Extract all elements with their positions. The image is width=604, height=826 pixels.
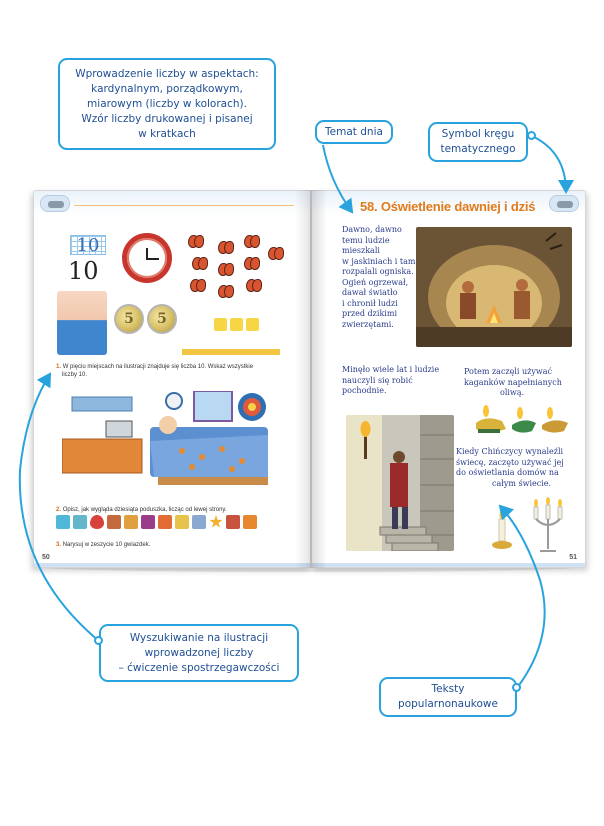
lesson-title: 58. Oświetlenie dawniej i dziś xyxy=(360,199,536,214)
pillow-icon xyxy=(158,515,172,529)
callout-number-aspects xyxy=(58,58,276,150)
page-header xyxy=(34,191,310,215)
pillows-row xyxy=(56,515,276,530)
page-footer-bar xyxy=(312,563,585,567)
oil-lamps-illustration xyxy=(472,403,572,439)
pillow-icon xyxy=(141,515,155,529)
paragraph-candles: Kiedy Chińczycy wynaleźli świecę, zaczęto używać jej do oświetlania domów na całym świecie. xyxy=(456,447,564,488)
task-1: 1. W pięciu miejscach na ilustracji znajduje się liczba 10. Wskaż wszystkie liczby 10. xyxy=(56,364,254,378)
callout-anchor-dot xyxy=(527,131,536,140)
task-text: Opisz, jak wygląda dziesiąta poduszka, licząc od lewej strony. xyxy=(62,507,227,513)
callout-line: tematycznego xyxy=(440,143,516,155)
open-textbook xyxy=(33,190,586,575)
task-text: Narysuj w zeszycie 10 gwiazdek. xyxy=(62,542,151,548)
measuring-bar xyxy=(182,349,280,355)
torch-staircase-illustration xyxy=(346,415,454,551)
header-rule xyxy=(74,205,294,206)
pillow-icon xyxy=(243,515,257,529)
pillow-icon xyxy=(192,515,206,529)
star-pillow-icon xyxy=(209,515,223,529)
task-text: liczby 10. xyxy=(62,372,88,378)
callout-line: Wyszukiwanie na ilustracji xyxy=(129,631,269,644)
clock-icon xyxy=(122,233,172,283)
butterflies-illustration xyxy=(186,233,286,303)
paragraph-caves: Dawno, dawno temu ludzie mieszkali w jaskiniach i tam rozpalali ogniska. Ogień ogrzewał, dawał światło i chronił ludzi przed dzikimi zwierzętami. xyxy=(342,225,416,329)
page-footer-bar xyxy=(34,563,310,567)
written-digit-grid: 10 xyxy=(70,235,106,255)
pillow-icon xyxy=(107,515,121,529)
callout-line: wprowadzonej liczby xyxy=(144,646,254,659)
page-number: 51 xyxy=(569,554,577,561)
pillow-icon xyxy=(226,515,240,529)
callout-science-texts xyxy=(379,677,517,717)
candles-illustration xyxy=(492,497,576,557)
book-spine xyxy=(295,190,327,568)
callout-line: w kratkach xyxy=(138,127,196,140)
callout-line: – ćwiczenie spostrzegawczości xyxy=(118,661,280,674)
callout-topic-of-day xyxy=(315,120,393,144)
child-showing-fingers-photo xyxy=(57,291,107,355)
dice-icon xyxy=(214,318,227,331)
task-3: 3. Narysuj w zeszycie 10 gwiazdek. xyxy=(56,542,151,548)
callout-line: Teksty xyxy=(431,683,465,695)
theme-symbol-icon xyxy=(40,195,70,212)
paragraph-oil-lamps: Potem zaczęli używać kaganków napełnianych oliwą. xyxy=(464,367,562,397)
pillow-icon xyxy=(124,515,138,529)
callout-line: popularnonaukowe xyxy=(398,698,498,710)
task-text: W pięciu miejscach na ilustracji znajduje się liczba 10. Wskaż wszystkie xyxy=(62,364,254,370)
callout-theme-symbol xyxy=(428,122,528,162)
callout-line: Wzór liczby drukowanej i pisanej xyxy=(81,112,253,125)
callout-anchor-dot xyxy=(94,636,103,645)
heart-pillow-icon xyxy=(90,515,104,529)
cave-people-illustration xyxy=(416,227,572,347)
coin-icon: 5 xyxy=(114,304,144,334)
printed-number: 10 xyxy=(68,257,99,285)
pillow-icon xyxy=(73,515,87,529)
task-2: 2. Opisz, jak wygląda dziesiąta poduszka, licząc od lewej strony. xyxy=(56,507,227,513)
dice-icon xyxy=(230,318,243,331)
theme-symbol-icon xyxy=(549,195,579,212)
callout-line: kardynalnym, porządkowym, xyxy=(91,82,243,95)
left-page xyxy=(33,190,311,568)
coin-icon: 5 xyxy=(147,304,177,334)
callout-line: Wprowadzenie liczby w aspektach: xyxy=(75,67,259,80)
callout-line: Temat dnia xyxy=(325,126,383,138)
right-page xyxy=(311,190,586,568)
dice-icon xyxy=(246,318,259,331)
callout-anchor-dot xyxy=(512,683,521,692)
pillow-icon xyxy=(56,515,70,529)
callout-search-exercise xyxy=(99,624,299,682)
paragraph-torches: Minęło wiele lat i ludzie nauczyli się robić pochodnie. xyxy=(342,365,440,395)
page-number: 50 xyxy=(42,554,50,561)
callout-line: miarowym (liczby w kolorach). xyxy=(87,97,247,110)
callout-line: Symbol kręgu xyxy=(441,128,515,140)
pillow-icon xyxy=(175,515,189,529)
bedroom-illustration xyxy=(62,391,272,491)
